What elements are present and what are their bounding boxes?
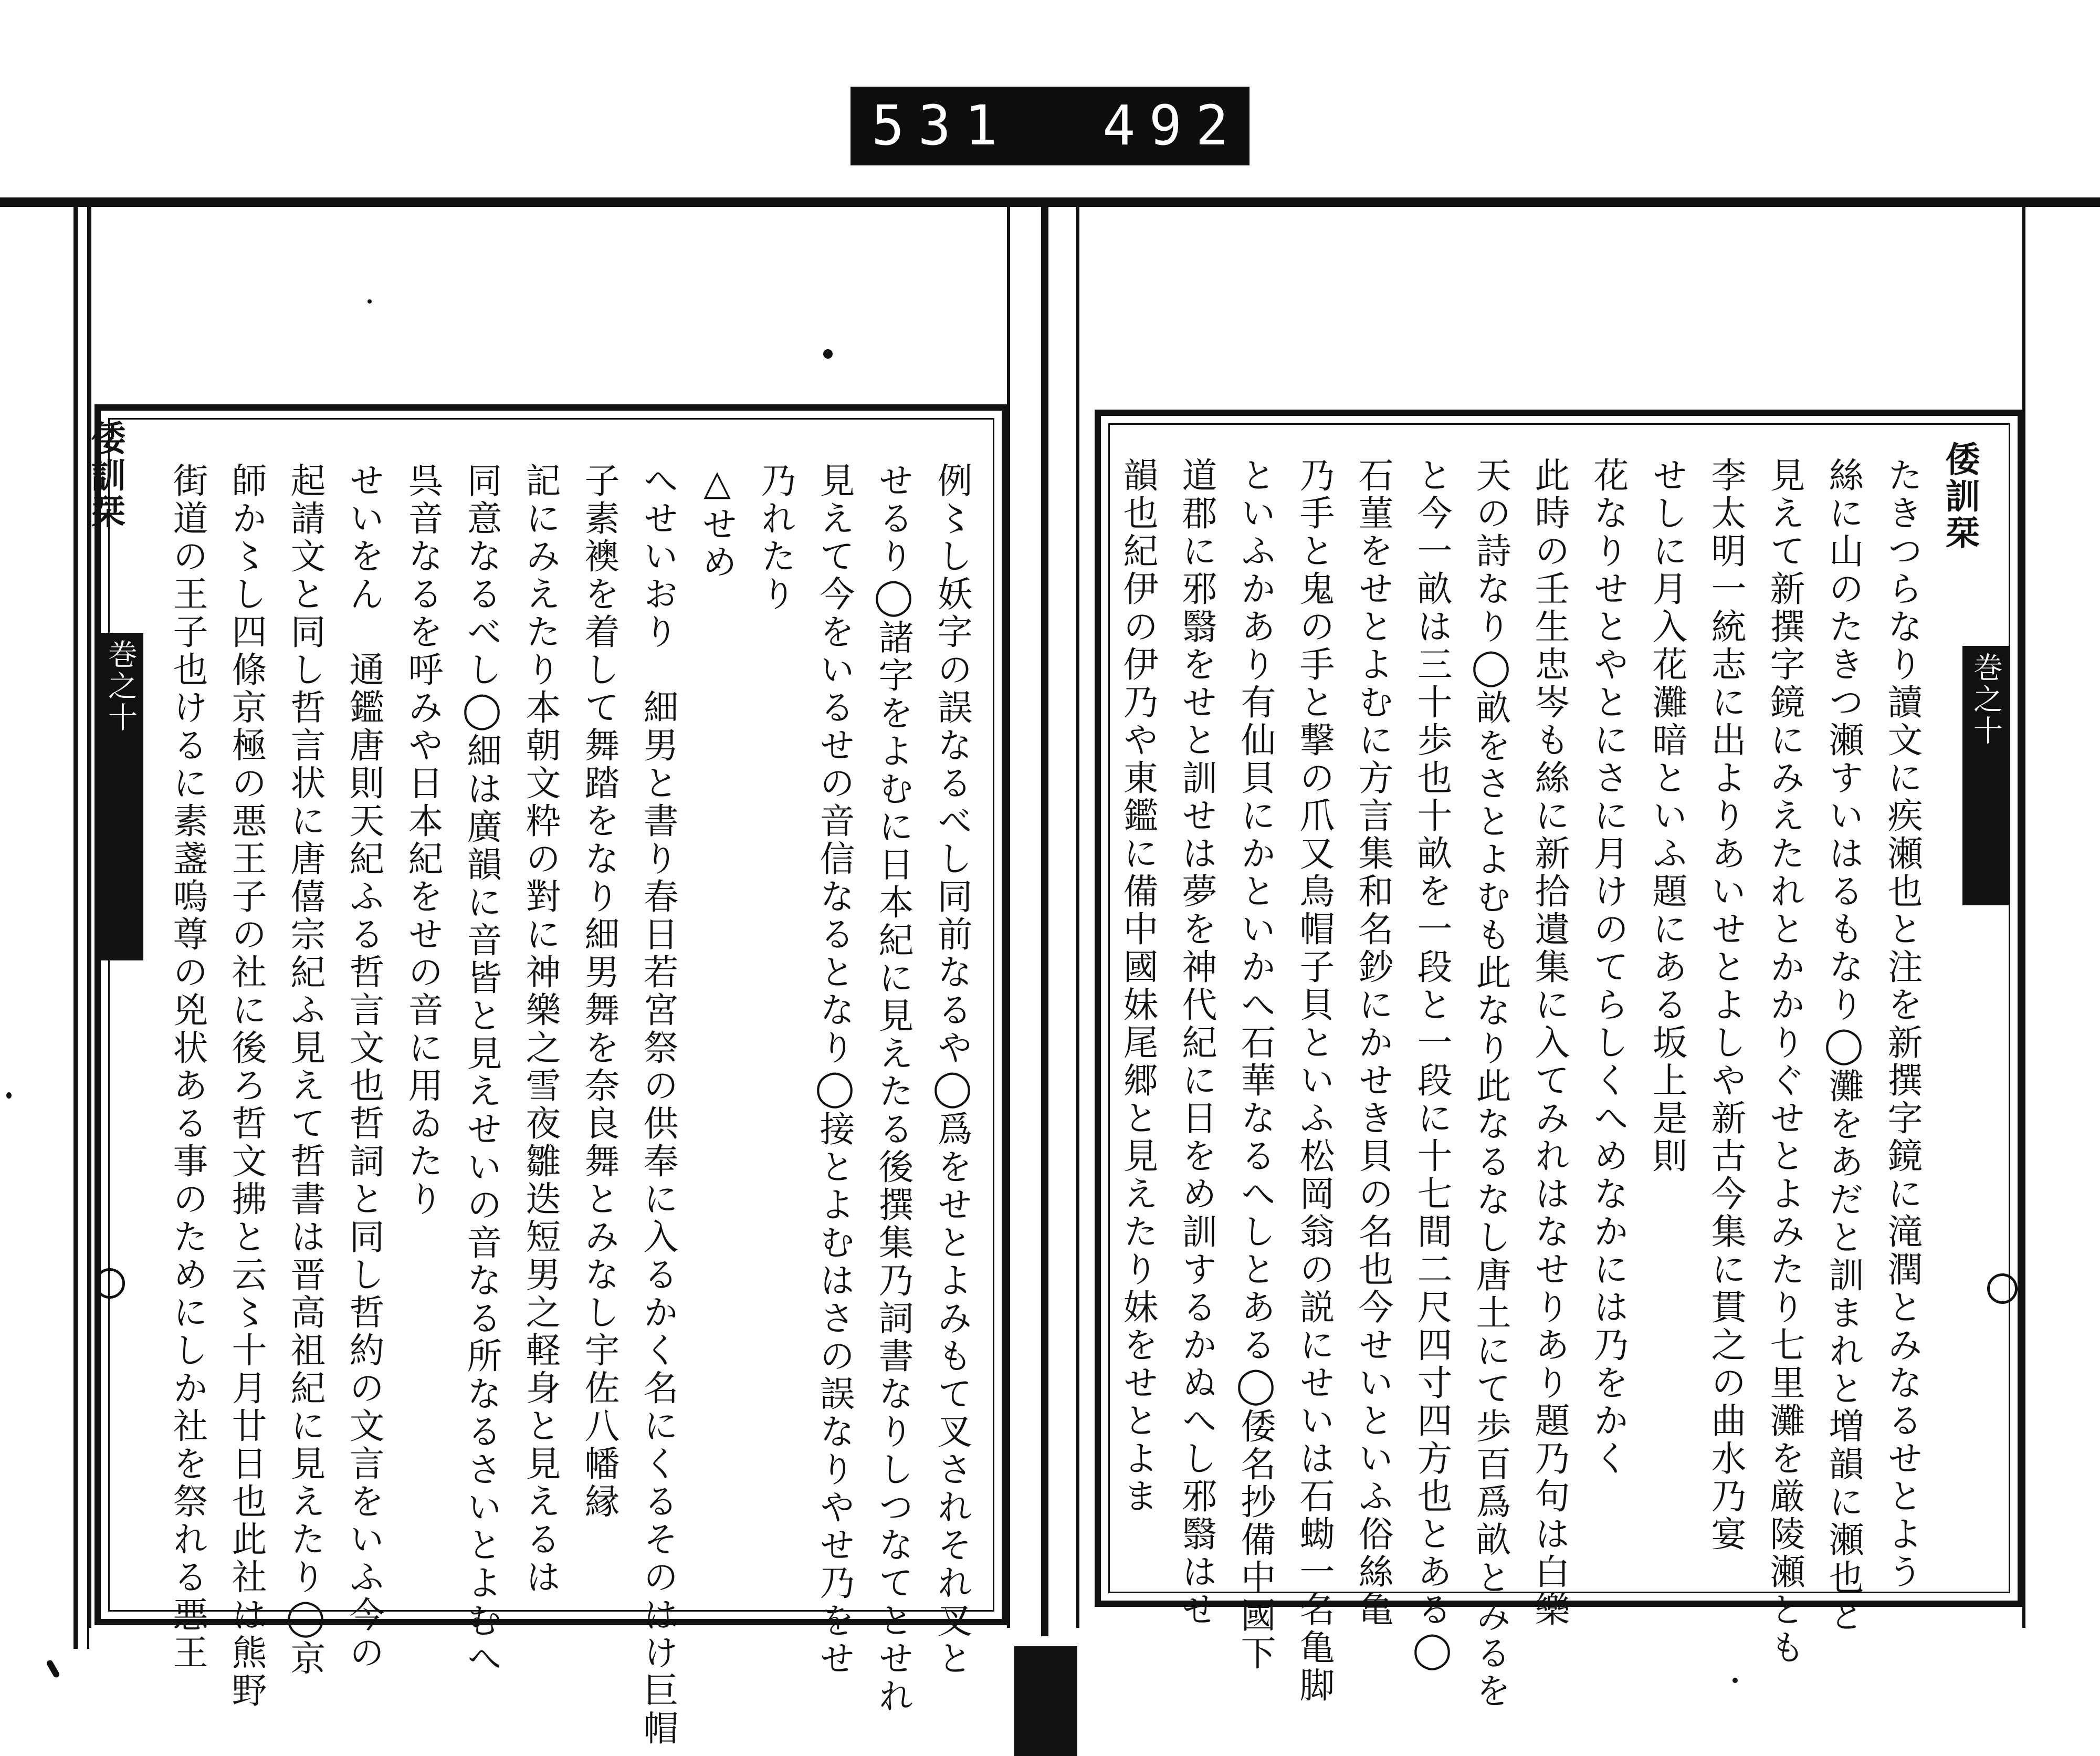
- text-column: と今一畝は三十歩也十畝を一段と一段に十七間二尺四寸四方也とある◯: [1412, 457, 1453, 1673]
- ink-speck: [823, 349, 833, 359]
- text-column: 花なりせとやとにさに月けのてらしくへめなかには乃をかく: [1588, 457, 1629, 1478]
- text-column: 此時の壬生忠岑も絲に新拾遺集に入てみれはなせりあり題乃句は白樂: [1529, 457, 1570, 1629]
- text-column: 同意なるべし◯細は廣韻に音皆と見えせいの音なる所なるさいとよむへ: [461, 462, 502, 1678]
- text-column: といふかあり有仙貝にかといかへ石華なるへしとある◯倭名抄備中國下: [1235, 457, 1276, 1673]
- text-column: 乃れたり: [755, 462, 796, 613]
- text-column: 師か〻し四條京極の悪王子の社に後ろ哲文拂と云〻十月廿日也此社は熊野: [226, 462, 267, 1710]
- text-column: 乃手と鬼の手と撃の爪又鳥帽子貝といふ松岡翁の説にせいは石蜐一名亀脚: [1294, 457, 1335, 1705]
- left-page-text: [142, 462, 982, 1748]
- ink-speck: [368, 299, 372, 304]
- text-column: 呉音なるを呼みや日本紀をせの音に用ゐたり: [403, 462, 444, 1218]
- right-folio-mark: [1987, 1273, 2018, 1304]
- text-column: 見えて新撰字鏡にみえたれとかかりぐせとよみたり七里灘を厳陵瀬とも: [1765, 457, 1805, 1667]
- left-gutter-volume: 巻之十: [97, 633, 143, 960]
- text-column: 例〻し妖字の誤なるべし同前なるや◯爲をせとよみもて叉されそれ叉と: [932, 462, 973, 1678]
- left-page-edge: [74, 200, 89, 1649]
- ink-speck: [6, 1092, 12, 1099]
- text-column: 韻也紀伊の伊乃や東鑑に備中國妹尾郷と見えたり妹をせとよま: [1118, 457, 1159, 1515]
- right-page-text: [1118, 457, 1932, 1710]
- text-column: 街道の王子也けるに素盞嗚尊の兇状ある事のためにしか社を祭れる悪王: [167, 462, 208, 1672]
- text-column: 起請文と同し哲言状に唐僖宗紀ふ見えて哲書は晋高祖紀に見えたり◯京: [285, 462, 326, 1678]
- text-column: へせいおり 細男と書り春日若宮祭の供奉に入るかく名にくるそのはけ巨帽: [638, 462, 679, 1748]
- text-column: 子素襖を着して舞踏をなり細男舞を奈良舞とみなし宇佐八幡縁: [579, 462, 620, 1521]
- catalog-label: [850, 87, 1289, 165]
- right-gutter-title: 倭訓栞: [1939, 441, 1980, 551]
- text-column: せしに月入花灘暗といふ題にある坂上是則: [1647, 457, 1688, 1175]
- text-column: たきつらなり讀文に疾瀬也と注を新撰字鏡に滝潤とみなるせとよう: [1882, 457, 1923, 1591]
- text-column: 記にみえたり本朝文粋の對に神樂之雪夜雛迭短男之軽身と見えるは: [520, 462, 561, 1596]
- ink-speck: [46, 1659, 60, 1678]
- text-column: 絲に山のたきつ瀬すいはるもなり◯灘をあだと訓まれと増韻に瀬也と: [1823, 457, 1864, 1635]
- text-column: 見えて今をいるせの音信なるとなり◯接とよむはさの誤なりやせ乃をせ: [814, 462, 855, 1678]
- left-folio-mark: [94, 1268, 125, 1299]
- ink-speck: [1732, 1678, 1738, 1683]
- catalog-number-right: 492.: [1102, 93, 1289, 158]
- catalog-number-left: 531: [872, 93, 1011, 158]
- right-gutter-volume: 巻之十: [1962, 646, 2009, 905]
- left-gutter-title: 倭訓栞: [85, 420, 126, 530]
- text-column: 石菫をせとよむに方言集和名鈔にかせき貝の名也今せいといふ俗絲亀: [1353, 457, 1394, 1629]
- spine-tab: [1014, 1646, 1077, 1756]
- text-column: △せめ: [697, 462, 738, 581]
- book-spine: [1041, 197, 1048, 1636]
- text-column: 道郡に邪翳をせと訓せは夢を神代紀に日をめ訓するかぬへし邪翳はせ: [1177, 457, 1217, 1629]
- text-column: せるり◯諸字をよむに日本紀に見えたる後撰集乃詞書なりしつなてとせれ: [873, 462, 914, 1716]
- text-column: 李太明一統志に出よりあいせとよしや新古今集に貫之の曲水乃宴: [1706, 457, 1747, 1553]
- text-column: せいをん 通鑑唐則天紀ふる哲言文也哲詞と同し哲約の文言をいふ今の: [344, 462, 385, 1672]
- text-column: 天の詩なり◯畝をさとよむも此なり此なるなし唐土にて歩百爲畝とみるを: [1471, 457, 1511, 1710]
